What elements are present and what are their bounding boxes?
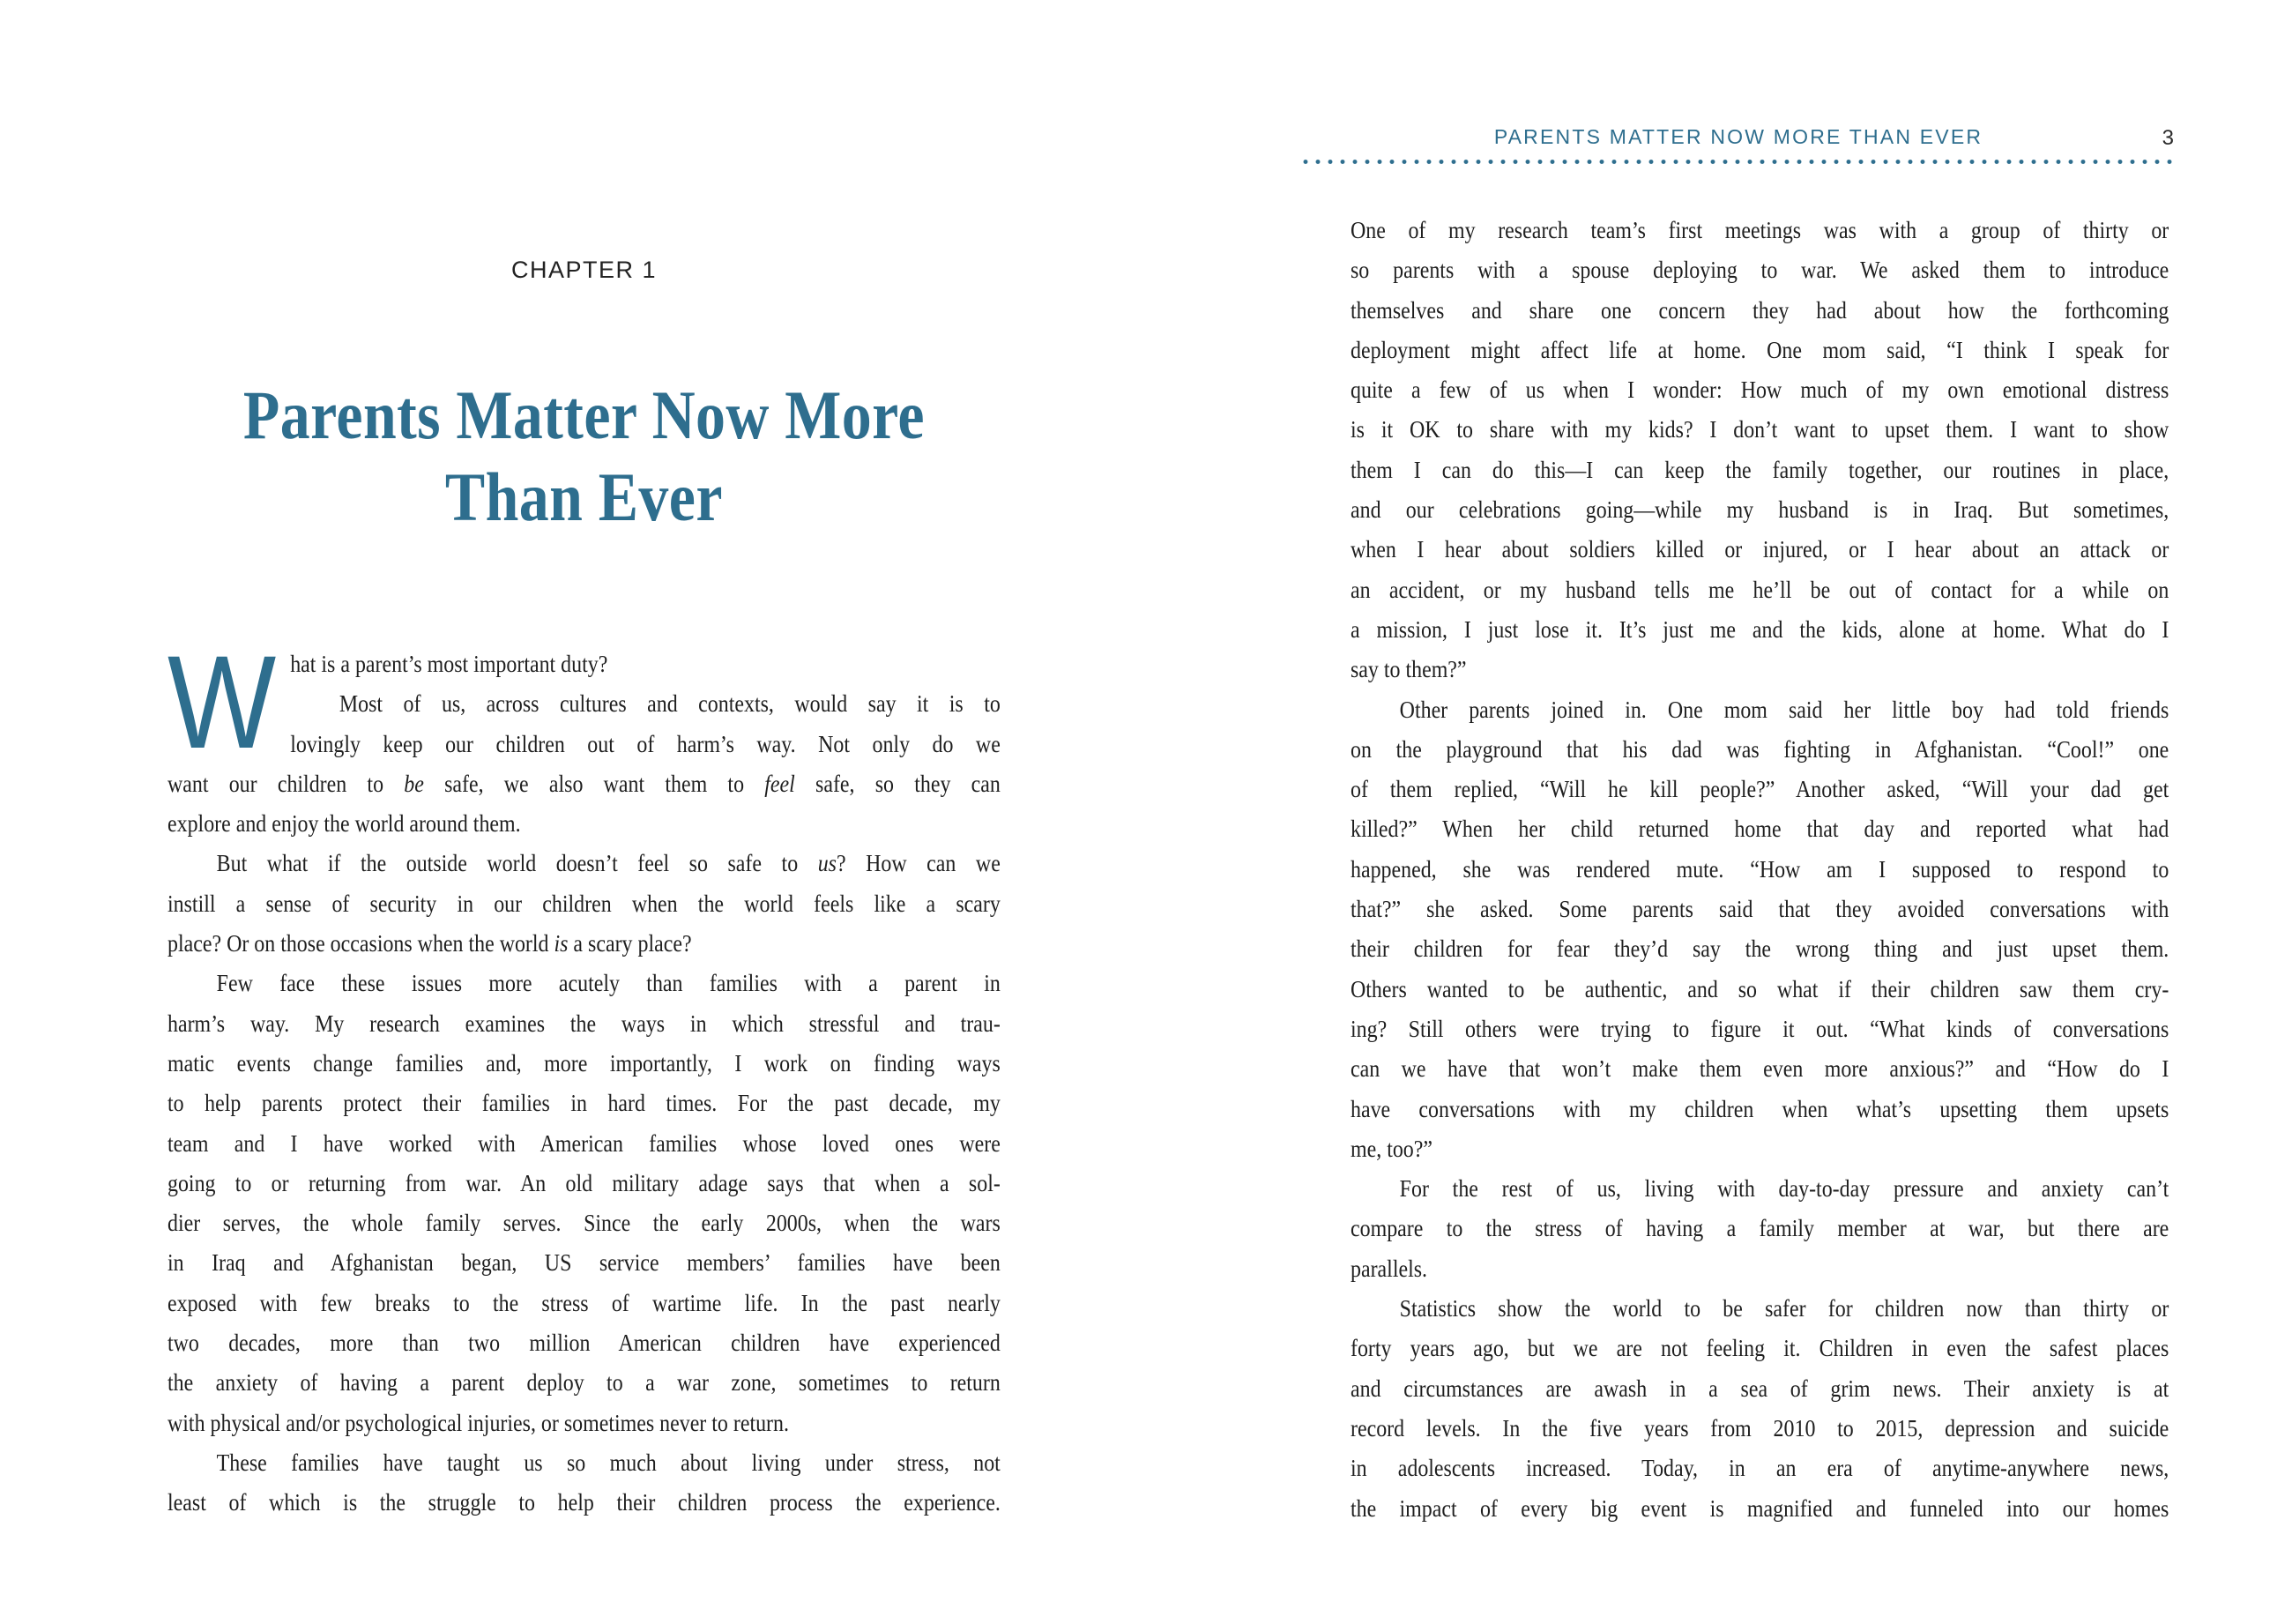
text-line: with physical and/or psychological injuries, or sometimes never to return. [167,1408,789,1436]
chapter-label: CHAPTER 1 [510,257,658,283]
text-line: and our celebrations going—while my husband is in Iraq. But sometimes, [1351,495,2169,524]
text-line: me, too?” [1351,1134,1433,1162]
text-line: harm’s way. My research examines the ways in which stressful and trau- [167,1009,1001,1037]
body-text-left [167,628,1001,1523]
text-line: Statistics show the world to be safer for children now than thirty or [1399,1294,2169,1322]
text-line: Other parents joined in. One mom said her little boy had told friends [1399,695,2169,723]
text-line: that?” she asked. Some parents said that they avoided conversations with [1351,895,2169,923]
body-text-right [1351,210,2169,1528]
text-line: compare to the stress of having a family member at war, but there are [1351,1214,2169,1242]
text-line: record levels. In the five years from 2010 to 2015, depression and suicide [1351,1413,2169,1441]
text-line: on the playground that his dad was fighting in Afghanistan. “Cool!” one [1351,734,2169,763]
text-line: of them replied, “Will he kill people?” Another asked, “Will your dad get [1351,775,2169,803]
text-line: least of which is the struggle to help their children process the experience. [167,1488,1001,1516]
text-line: in adolescents increased. Today, in an era of anytime-anywhere news, [1351,1454,2169,1482]
text-line: a mission, I just lose it. It’s just me and the kids, alone at home. What do I [1351,615,2169,643]
drop-cap: W [167,628,277,776]
running-head-area [1303,125,2174,149]
text-line: going to or returning from war. An old military adage says that when a sol- [167,1168,1001,1196]
text-line: say to them?” [1351,655,1467,683]
text-line: in Iraq and Afghanistan began, US service members’ families have been [167,1248,1001,1277]
text-line: deployment might affect life at home. One mom said, “I think I speak for [1351,335,2169,363]
text-line: Most of us, across cultures and contexts, would say it is to [339,689,1001,718]
text-line: to help parents protect their families in hard times. For the past decade, my [167,1089,1001,1117]
page-number: 3 [2162,126,2174,150]
text-line: dier serves, the whole family serves. Since the early 2000s, when the wars [167,1209,1001,1237]
text-line: quite a few of us when I wonder: How much of my own emotional distress [1351,376,2169,404]
text-line: and circumstances are awash in a sea of grim news. Their anxiety is at [1351,1374,2169,1402]
text-line: team and I have worked with American families whose loved ones were [167,1129,1001,1157]
chapter-title-line-2: Than Ever [444,458,723,535]
text-line: matic events change families and, more importantly, I work on finding ways [167,1048,1001,1076]
text-line: Others wanted to be authentic, and so what if their children saw them cry- [1351,974,2169,1002]
text-line: forty years ago, but we are not feeling it. Children in even the safest places [1351,1334,2169,1362]
text-line: hat is a parent’s most important duty? [290,650,608,677]
text-line: their children for fear they’d say the wrong thing and just upset them. [1351,935,2169,963]
text-line: an accident, or my husband tells me he’ll be out of contact for a while on [1351,575,2169,603]
text-line: when I hear about soldiers killed or injured, or I hear about an attack or [1351,535,2169,563]
text-line: But what if the outside world doesn’t feel so safe to us? How can we [216,849,1001,877]
text-line: Few face these issues more acutely than families with a parent in [216,969,1001,997]
text-line: For the rest of us, living with day-to-day pressure and anxiety can’t [1399,1174,2169,1203]
text-line: the impact of every big event is magnified and funneled into our homes [1351,1494,2169,1522]
dotted-divider [1303,159,2174,165]
text-line: so parents with a spouse deploying to war. We asked them to introduce [1351,256,2169,284]
chapter-title-line-1: Parents Matter Now More [242,376,925,453]
text-line: two decades, more than two million American children have experienced [167,1329,1001,1357]
text-line: parallels. [1351,1254,1428,1282]
text-line: is it OK to share with my kids? I don’t want to upset them. I want to show [1351,415,2169,443]
text-line: the anxiety of having a parent deploy to a war zone, sometimes to return [167,1368,1001,1397]
text-line: can we have that won’t make them even more anxious?” and “How do I [1351,1054,2169,1083]
running-head: PARENTS MATTER NOW MORE THAN EVER [1493,125,1983,148]
text-line: place? Or on those occasions when the world is a scary place? [167,929,692,957]
text-line: instill a sense of security in our children when the world feels like a scary [167,889,1001,917]
text-line: lovingly keep our children out of harm’s way. Not only do we [290,729,1001,757]
text-line: want our children to be safe, we also want them to feel safe, so they can [167,769,1001,797]
text-line: happened, she was rendered mute. “How am I supposed to respond to [1351,854,2169,883]
text-line: exposed with few breaks to the stress of wartime life. In the past nearly [167,1288,1001,1316]
text-line: ing? Still others were trying to figure it out. “What kinds of conversations [1351,1014,2169,1042]
text-line: have conversations with my children when what’s upsetting them upsets [1351,1094,2169,1122]
text-line: These families have taught us so much about living under stress, not [216,1448,1001,1476]
text-line: them I can do this—I can keep the family together, our routines in place, [1351,455,2169,483]
text-line: One of my research team’s first meetings was with a group of thirty or [1351,216,2169,243]
text-line: explore and enjoy the world around them. [167,809,521,838]
text-line: themselves and share one concern they had about how the forthcoming [1351,295,2169,324]
chapter-title [167,374,1001,538]
text-line: killed?” When her child returned home that day and reported what had [1351,815,2169,843]
